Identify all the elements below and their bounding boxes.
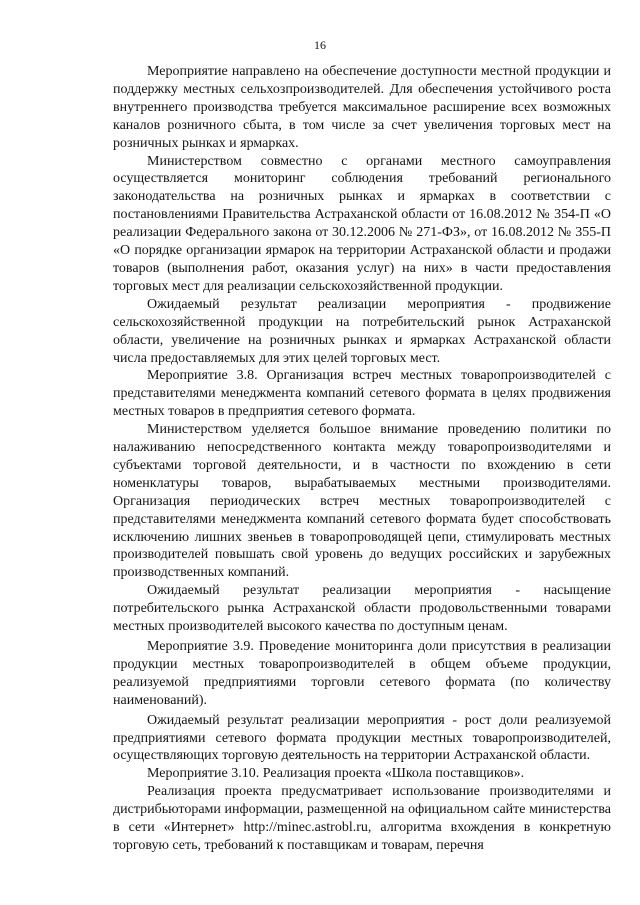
paragraph: Реализация проекта предусматривает использование производителями и дистрибьюторами информации, размещенной на официальном сайте министерства в сети «Интернет» http://minec.astrobl.ru, алгоритма вхождения в конкретную торговую сеть, требований к поставщикам и товарам, перечня: [113, 784, 611, 853]
paragraph: Мероприятие 3.9. Проведение мониторинга доли присутствия в реализации продукции местных товаропроизводителей в общем объеме продукции, реализуемой предприятиями торговли сетевого формата (по количеству наименований).: [113, 639, 611, 708]
document-body: [113, 63, 611, 855]
paragraph: Министерством уделяется большое внимание проведению политики по налаживанию непосредственного контакта между товаропроизводителями и субъектами торговой деятельности, и в частности по вхождению в сети номенклатуры товаров, вырабатываемых местными производителями. Организация периодических встреч местных товаропроизводителей с представителями менеджмента компаний сетевого формата будет способствовать исключению лишних звеньев в товаропроводящей цепи, стимулировать местных производителей повышать свой уровень до ведущих российских и зарубежных производственных компаний.: [113, 422, 611, 581]
paragraph: Мероприятие 3.10. Реализация проекта «Школа поставщиков».: [147, 766, 525, 782]
paragraph: Ожидаемый результат реализации мероприятия - продвижение сельскохозяйственной продукции на потребительский рынок Астраханской области, увеличение на розничных рынках и ярмарках Астраханской области числа предоставляемых для этих целей торговых мест.: [113, 296, 611, 366]
paragraph: Ожидаемый результат реализации мероприятия - рост доли реализуемой предприятиями сетевого формата продукции местных товаропроизводителей, осуществляющих торговую деятельность на территории Астраханской области.: [113, 712, 611, 764]
page-number: 16: [314, 38, 326, 52]
paragraph: Мероприятие направлено на обеспечение доступности местной продукции и поддержку местных сельхозпроизводителей. Для обеспечения устойчивого роста внутреннего производства требуется максимальное расширение всех возможных каналов розничного сбыта, в том числе за счет увеличения торговых мест на розничных рынках и ярмарках.: [113, 64, 611, 151]
paragraph: Министерством совместно с органами местного самоуправления осуществляется мониторинг соблюдения требований регионального законодательства на розничных рынках и ярмарках в соответствии с постановлениями Правительства Астраханской области от 16.08.2012 № 354-П «О реализации Федерального закона от 30.12.2006 № 271-ФЗ», от 16.08.2012 № 355-П «О порядке организации ярмарок на территории Астраханской области и продажи товаров (выполнения работ, оказания услуг) на них» в части предоставления торговых мест для реализации сельскохозяйственной продукции.: [113, 153, 611, 294]
paragraph: Ожидаемый результат реализации мероприятия - насыщение потребительского рынка Астраханской области продовольственными товарами местных производителей высокого качества по доступным ценам.: [113, 583, 611, 635]
paragraph: Мероприятие 3.8. Организация встреч местных товаропроизводителей с представителями менеджмента компаний сетевого формата в целях продвижения местных товаров в предприятия сетевого формата.: [113, 368, 611, 420]
